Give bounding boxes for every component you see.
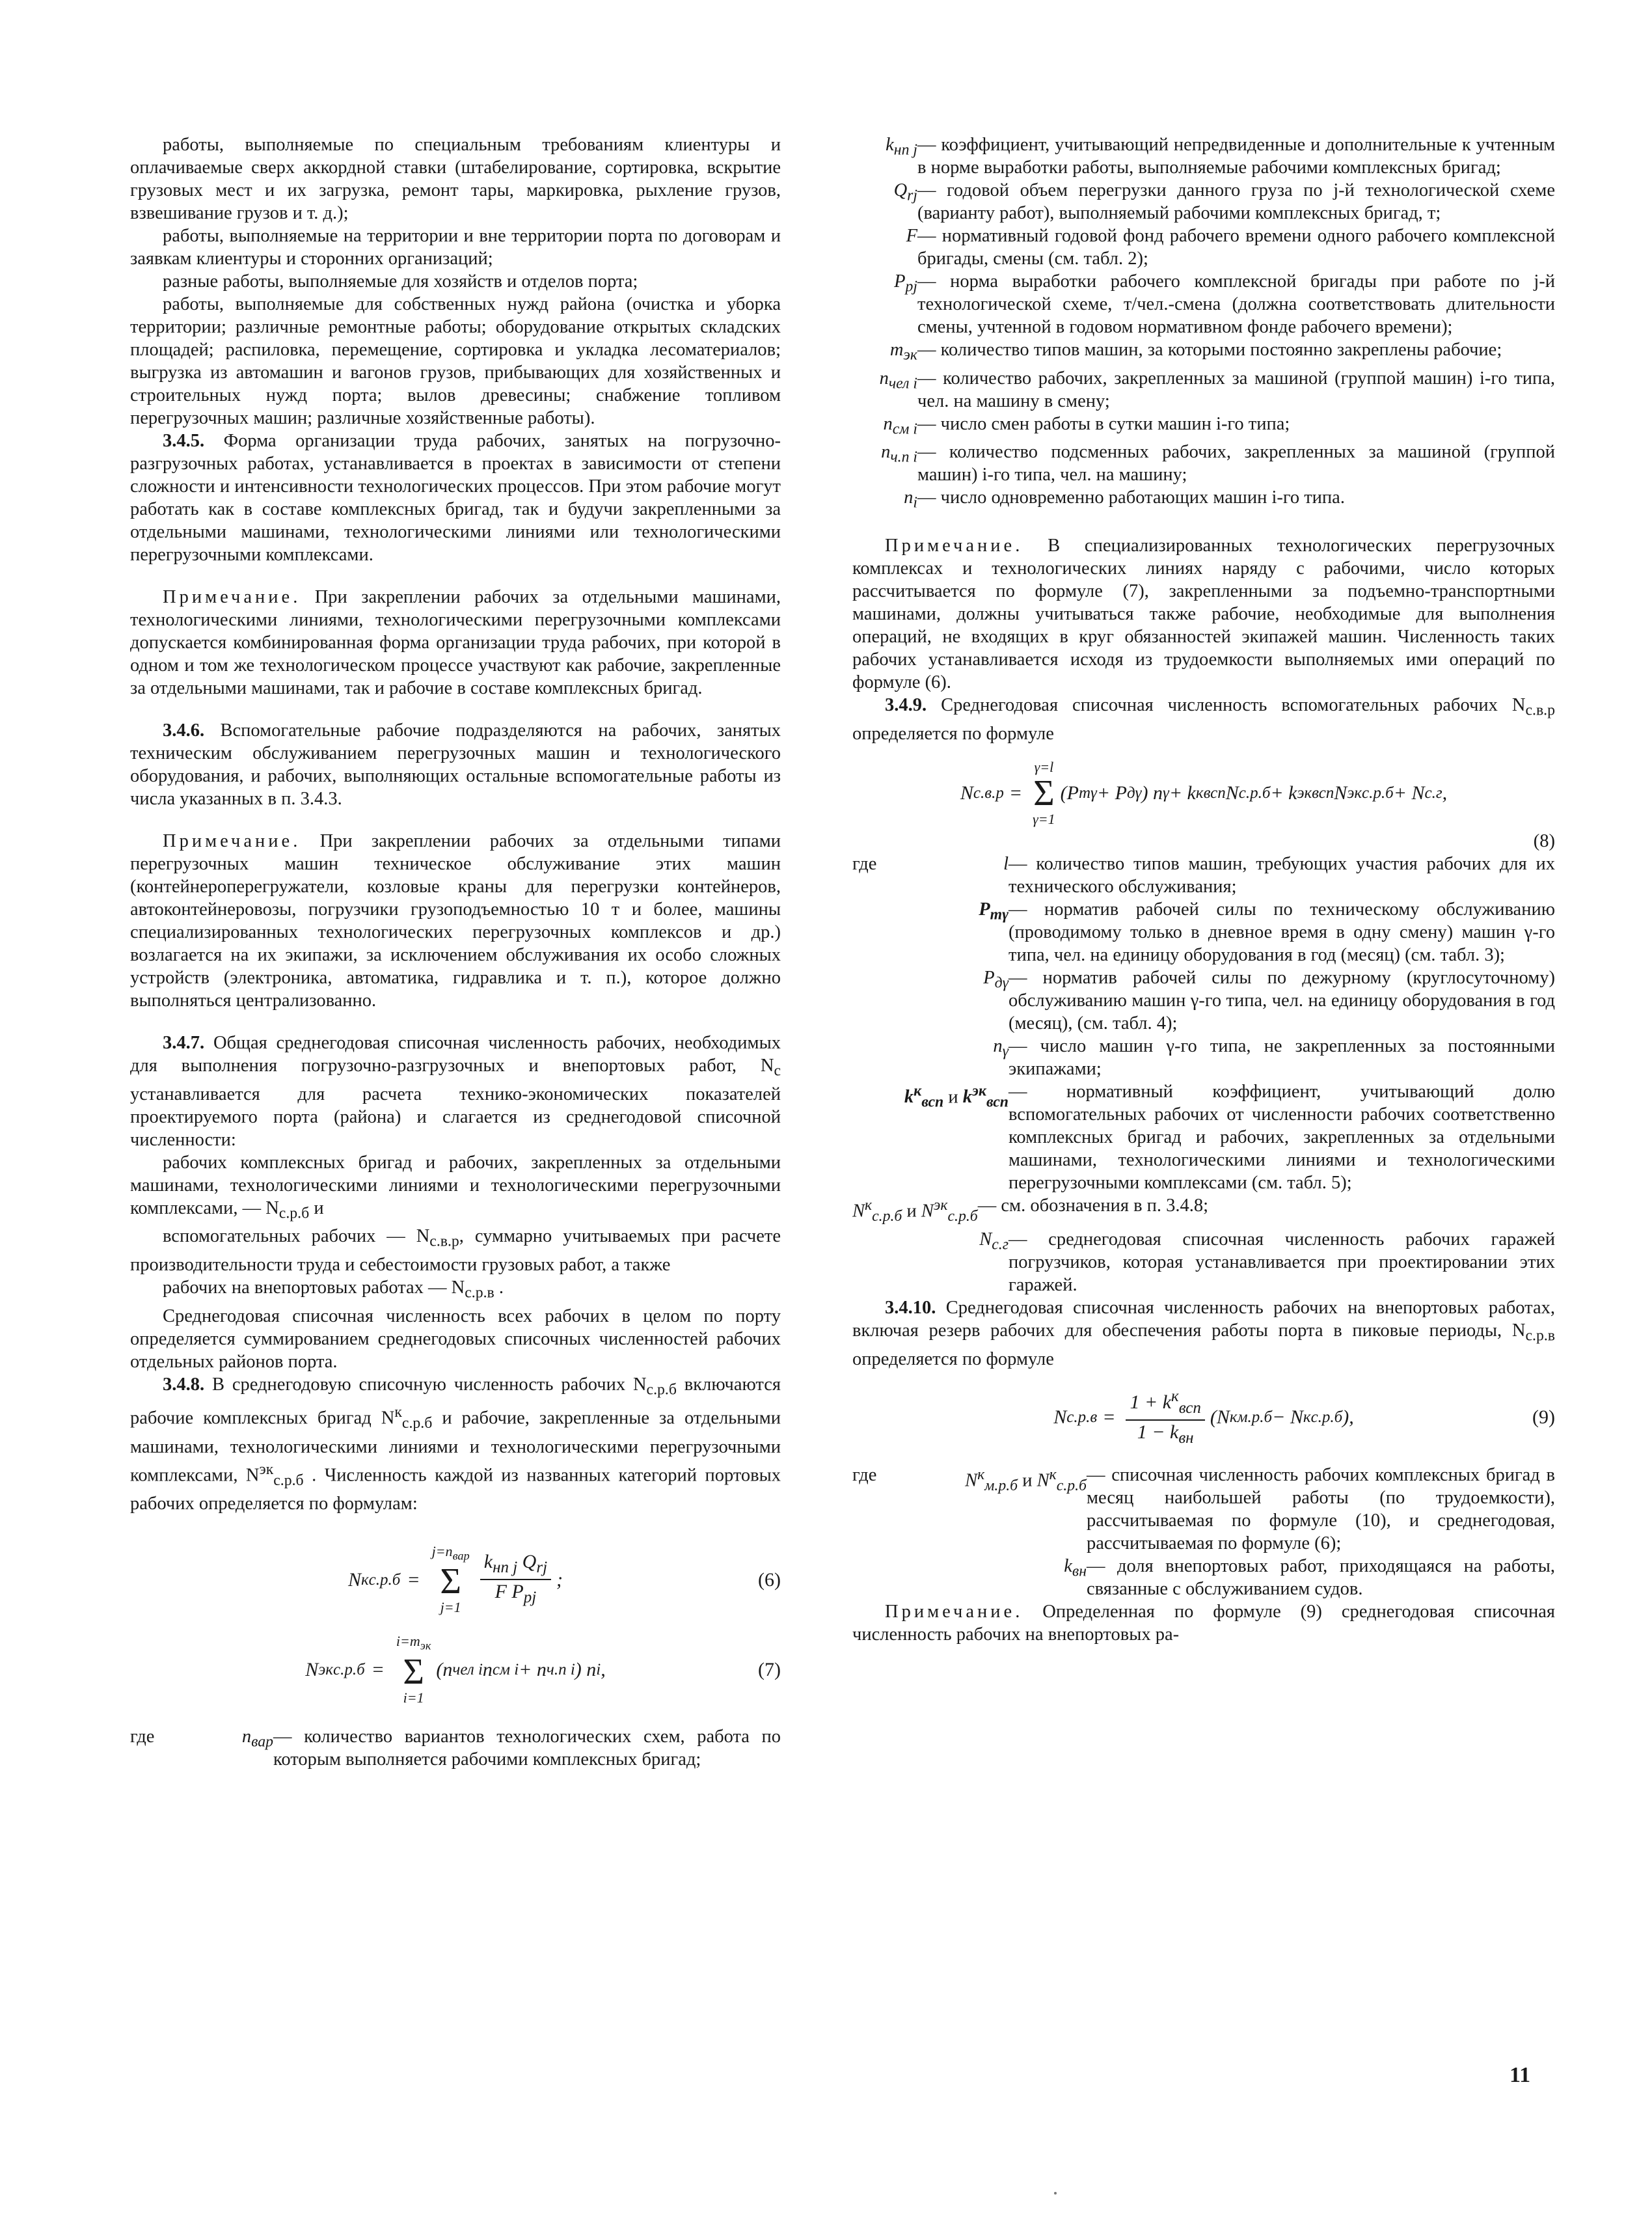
definition-k-np: $k_{нп j}$ — коэффициент, учитывающий непредвиденные и дополнительные к учтенным в норме выработки работы, выполняемые рабочими комплексных бригад; — [886, 135, 1555, 178]
definition-k-vsp: $k^к_{всп}$ и $k^{эк}_{всп}$ — нормативный коэффициент, учитывающий долю вспомогательных рабочих от численности рабочих соответственно комплексных бригад и рабочих, закрепленных за отдельными машинами, технологическими линиями и технологическими перегрузочными комплексами (см. табл. 5); — [904, 1081, 1555, 1193]
definition-m: $m_{эк}$ — количество типов машин, за которыми постоянно закреплены рабочие; — [889, 340, 1502, 364]
definition-q: $Q_{rj}$ — годовой объем перегрузки данного груза по j-й технологической схеме (варианту работ), выполняемый рабочими комплексных бригад, т; — [893, 180, 1555, 223]
right-column — [852, 133, 1555, 1646]
section-number: 3.4.6. — [163, 720, 205, 741]
paragraph-category-3: рабочих на внепортовых работах — $N_{с.р.в}$ . — [163, 1278, 504, 1302]
fraction: $\frac{k_{нп j} Q_{rj}}{F P_{pj}}$ — [480, 1550, 551, 1609]
where-label: где — [130, 1726, 155, 1747]
section-number: 3.4.10. — [885, 1297, 936, 1318]
paragraph-total: Среднегодовая списочная численность всех рабочих в целом по порту определяется суммированием среднегодовых списочных численностей рабочих отдельных районов порта. — [130, 1306, 781, 1372]
where-label: где — [852, 853, 877, 874]
definition-p-t: $P_{т\gamma}$ — норматив рабочей силы по техническому обслуживанию (проводимому только в дневное время в одну смену) машин γ-го типа, чел. на единицу оборудования в год (месяц) (см. табл. 3); — [979, 899, 1555, 965]
definition-f: F — нормативный годовой фонд рабочего времени одного рабочего комплексной бригады, смены (см. табл. 2); — [906, 226, 1555, 269]
paragraph-misc-works: разные работы, выполняемые для хозяйств и отделов порта; — [163, 271, 638, 292]
definition-n-m: где $N^к_{м.р.б}$ и $N^к_{с.р.б}$ — списочная численность рабочих комплексных бригад в месяц наибольшей работы (по трудоемкости), рассчитываемая по формуле (10), и среднегодовая, рассчитываемая по формуле (6); — [852, 1464, 1555, 1553]
scan-speck — [1054, 2192, 1057, 2195]
paragraph-territory-works: работы, выполняемые на территории и вне территории порта по договорам и заявкам клиентуры и сторонних организаций; — [130, 226, 781, 269]
note-1: Примечание. При закреплении рабочих за отдельными машинами, технологическими линиями, технологическими перегрузочными комплексами допускается комбинированная форма организации труда рабочих, при которой в одном и том же технологическом процессе участвуют как рабочие, закрепленные за отдельными машинами, так и рабочие в составе комплексных бригад. — [130, 587, 781, 698]
definition-n-chp: $n_{ч.п i}$ — количество подсменных рабочих, закрепленных за машиной (группой машин) i-го типа, чел. на машину; — [881, 442, 1555, 485]
note-label: Примечание. — [885, 536, 1023, 556]
note-label: Примечание. — [163, 831, 301, 851]
section-number: 3.4.8. — [163, 1374, 205, 1395]
definition-n-sg: $N_{с.г}$ — среднегодовая списочная численность рабочих гаражей погрузчиков, которая устанавливается при проектировании этих гаражей. — [979, 1229, 1555, 1295]
formula-8: N с.в.р = γ=l Σ γ=1 (P тγ + P дγ ) n γ + k к всп N с.р.б + k эк всп N эк с.р.б + N с.г , — [960, 758, 1448, 827]
definition-n-i: $n_i$ — число одновременно работающих машин i-го типа. — [904, 487, 1345, 512]
sum-operator: γ=l Σ γ=1 — [1033, 758, 1055, 827]
formula-number: (9) — [1532, 1406, 1555, 1428]
fraction: $\frac{1 + k^к_{всп}}{1 - k_{вн}}$ — [1126, 1385, 1204, 1449]
definition-n-sm: $n_{см i}$ — число смен работы в сутки машин i-го типа; — [883, 413, 1290, 438]
where-label: где — [852, 1464, 877, 1485]
definition-n-gamma: $n_\gamma$ — число машин γ-го типа, не закрепленных за постоянными экипажами; — [993, 1035, 1555, 1079]
sum-operator: $j=n_{вар}$ Σ j=1 — [431, 1542, 470, 1616]
paragraph-3-4-9: 3.4.9. Среднегодовая списочная численность вспомогательных рабочих $N_{с.в.р}$ определяется по формуле — [852, 695, 1555, 744]
definition-n-var: где $n_{вар}$ — количество вариантов технологических схем, работа по которым выполняется рабочими комплексных бригад; — [130, 1726, 781, 1770]
sum-operator: $i=m_{эк}$ Σ i=1 — [396, 1633, 431, 1706]
paragraph-3-4-7: 3.4.7. Общая среднегодовая списочная численность рабочих, необходимых для выполнения погрузочно-разгрузочных и внепортовых работ, $N_с$ устанавливается для расчета технико-экономических показателей проектируемого порта (района) и слагается из среднегодовой списочной численности: — [130, 1033, 781, 1150]
definition-p: $P_{pj}$ — норма выработки рабочего комплексной бригады при работе по j-й технологической схеме, т/чел.-смена (должна соответствовать длительности смены, учтенной в годовом нормативном фонде рабочего времени); — [894, 271, 1555, 337]
note-2: Примечание. При закреплении рабочих за отдельными типами перегрузочных машин техническое обслуживание этих машин (контейнероперегружатели, козловые краны для перегрузки контейнеров, автоконтейнеровозы, погрузчики грузоподъемностью 10 т и более, машины специализированных технологических перегрузочных комплексов и др.) возлагается на их экипажи, за исключением обслуживания их особо сложных устройств (электроника, автоматика, гидравлика и т. п.), которое должно выполняться централизованно. — [130, 831, 781, 1011]
definition-reference: $N^к_{с.р.б}$ и $N^{эк}_{с.р.б}$ — см. обозначения в п. 3.4.8; — [852, 1195, 1209, 1225]
paragraph-3-4-10: 3.4.10. Среднегодовая списочная численность рабочих на внепортовых работах, включая резерв рабочих для обеспечения работы порта в пиковые периоды, $N_{с.р.в}$ определяется по формуле — [852, 1297, 1555, 1369]
note-label: Примечание. — [885, 1601, 1023, 1622]
note-3: Примечание. В специализированных технологических перегрузочных комплексах и технологических линиях наряду с рабочими, число которых рассчитывается по формуле (7), закрепленными за подъемно-транспортными машинами, должны учитываться также рабочие, необходимые для выполнения операций, не входящих в круг обязанностей экипажей машин. Численность таких рабочих устанавливается исходя из трудоемкости выполняемых ими операций по формуле (6). — [852, 536, 1555, 693]
definition-k-vn: $k_{вн}$ — доля внепортовых работ, приходящаяся на работы, связанные с обслуживанием судов. — [1064, 1555, 1555, 1599]
page-number: 11 — [1510, 2063, 1531, 2087]
formula-number: (7) — [758, 1658, 781, 1680]
definition-l: где l — количество типов машин, требующих участия рабочих для их технического обслуживания; — [852, 853, 1555, 897]
paragraph-own-needs-works: работы, выполняемые для собственных нужд района (очистка и уборка территории; различные ремонтные работы; оборудование открытых складских площадей; распиловка, перемещение, сортировка и укладка лесоматериалов; выгрузка из автомашин и вагонов грузов, прибывающих для хозяйственных и строительных нужд порта; вылов древесины; снабжение топливом перегрузочных машин; различные хозяйственные работы). — [130, 294, 781, 428]
section-number: 3.4.5. — [163, 431, 205, 451]
paragraph-category-1: рабочих комплексных бригад и рабочих, закрепленных за отдельными машинами, технологическими линиями и технологическими перегрузочными комплексами, — $N_{с.р.б}$ и — [130, 1152, 781, 1222]
paragraph-client-works: работы, выполняемые по специальным требованиям клиентуры и оплачиваемые сверх аккордной ставки (штабелирование, сортировка, вскрытие грузовых мест и их загрузка, ремонт тары, маркировка, рыхление грузов, взвешивание грузов и т. д.); — [130, 135, 781, 223]
paragraph-3-4-5: 3.4.5. Форма организации труда рабочих, занятых на погрузочно-разгрузочных работах, устанавливается в проектах в зависимости от степени сложности и интенсивности технологических процессов. При этом рабочие могут работать как в составе комплексных бригад, так и будучи закрепленными за отдельными машинами, технологическими линиями или технологическими перегрузочными комплексами. — [130, 431, 781, 565]
formula-6: N к с.р.б = $j=n_{вар}$ Σ j=1 $\frac{k_{нп j} Q_{rj}}{F P_{pj}}$ ; (6) — [347, 1542, 781, 1616]
note-label: Примечание. — [163, 587, 301, 607]
paragraph-3-4-8: 3.4.8. В среднегодовую списочную численность рабочих $N_{с.р.б}$ включаются рабочие комплексных бригад $N^к_{с.р.б}$ и рабочие, закрепленные за отдельными машинами, технологическими линиями и технологическими перегрузочными комплексами, $N^{эк}_{с.р.б}$ . Численность каждой из названных категорий портовых рабочих определяется по формулам: — [130, 1374, 781, 1514]
formula-number: (8) — [1533, 830, 1555, 851]
section-number: 3.4.9. — [885, 695, 927, 716]
definition-n-chel: $n_{чел i}$ — количество рабочих, закрепленных за машиной (группой машин) i-го типа, чел. на машину в смену; — [879, 368, 1555, 411]
formula-number: (6) — [758, 1568, 781, 1591]
formula-9: N с.р.в = $\frac{1 + k^к_{всп}}{1 - k_{вн}}$ (N к м.р.б − N к с.р.б ), (9) — [852, 1385, 1555, 1449]
paragraph-category-2: вспомогательных рабочих — $N_{с.в.р}$, суммарно учитываемых при расчете производительности труда и себестоимости грузовых работ, а также — [130, 1226, 781, 1276]
left-column — [130, 133, 781, 1771]
paragraph-3-4-6: 3.4.6. Вспомогательные рабочие подразделяются на рабочих, занятых техническим обслуживанием перегрузочных машин и технологического оборудования, и рабочих, выполняющих остальные вспомогательные работы из числа указанных в п. 3.4.3. — [130, 720, 781, 809]
section-number: 3.4.7. — [163, 1033, 205, 1053]
note-4: Примечание. Определенная по формуле (9) среднегодовая списочная численность рабочих на внепортовых ра- — [852, 1601, 1555, 1645]
definition-p-d: $P_{д\gamma}$ — норматив рабочей силы по дежурному (круглосуточному) обслуживанию машин γ-го типа, чел. на единицу оборудования в год (месяц), (см. табл. 4); — [983, 967, 1555, 1033]
formula-7: N эк с.р.б = $i=m_{эк}$ Σ i=1 (n чел i n см i + n ч.п i ) n i , (7) — [305, 1633, 781, 1706]
